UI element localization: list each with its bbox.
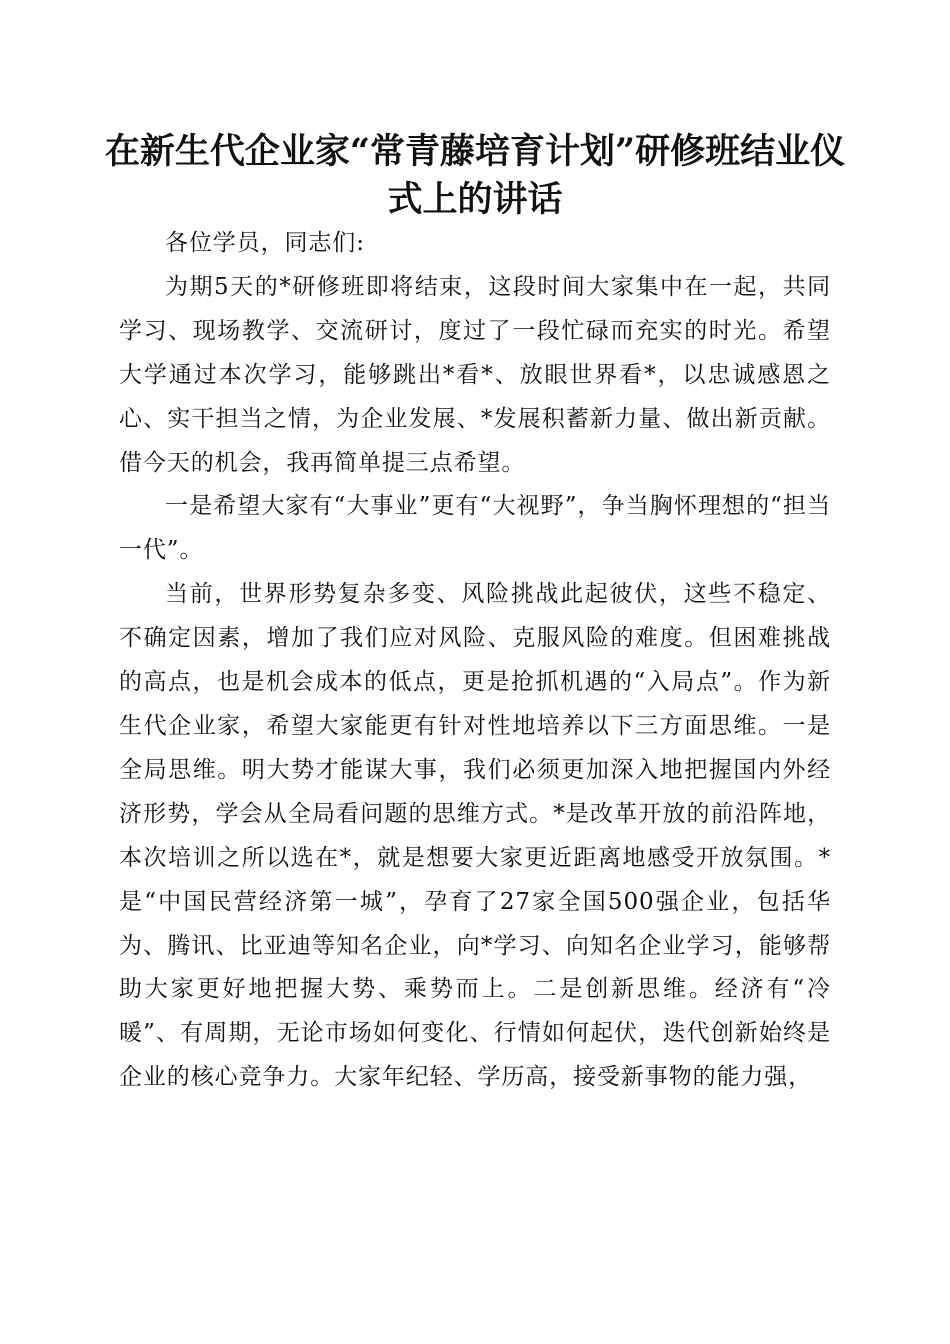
paragraph-point-one-body: 当前，世界形势复杂多变、风险挑战此起彼伏，这些不稳定、不确定因素，增加了我们应对风险、克服风险的难度。但困难挑战的高点，也是机会成本的低点，更是抢抓机遇的“入局点”。作为新生代企业家，希望大家能更有针对性地培养以下三方面思维。一是全局思维。明大势才能谋大事，我们必须更加深入地把握国内外经济形势，学会从全局看问题的思维方式。*是改革开放的前沿阵地，本次培训之所以选在*，就是想要大家更近距离地感受开放氛围。*是“中国民营经济第一城”，孕育了27家全国500强企业，包括华为、腾讯、比亚迪等知名企业，向*学习、向知名企业学习，能够帮助大家更好地把握大势、乘势而上。二是创新思维。经济有“冷暖”、有周期，无论市场如何变化、行情如何起伏，迭代创新始终是企业的核心竞争力。大家年纪轻、学历高，接受新事物的能力强， [119, 581, 831, 1091]
document-body [119, 222, 831, 1100]
paragraph-salutation: 各位学员，同志们: [165, 230, 365, 256]
paragraph-point-one-heading: 一是希望大家有“大事业”更有“大视野”，争当胸怀理想的“担当一代”。 [119, 493, 831, 564]
document-title: 在新生代企业家“常青藤培育计划”研修班结业仪式上的讲话 [104, 131, 846, 220]
paragraph-opening: 为期5天的*研修班即将结束，这段时间大家集中在一起，共同学习、现场教学、交流研讨，度过了一段忙碌而充实的时光。希望大学通过本次学习，能够跳出*看*、放眼世界看*，以忠诚感恩之心、实干担当之情，为企业发展、*发展积蓄新力量、做出新贡献。借今天的机会，我再简单提三点希望。 [119, 273, 831, 476]
